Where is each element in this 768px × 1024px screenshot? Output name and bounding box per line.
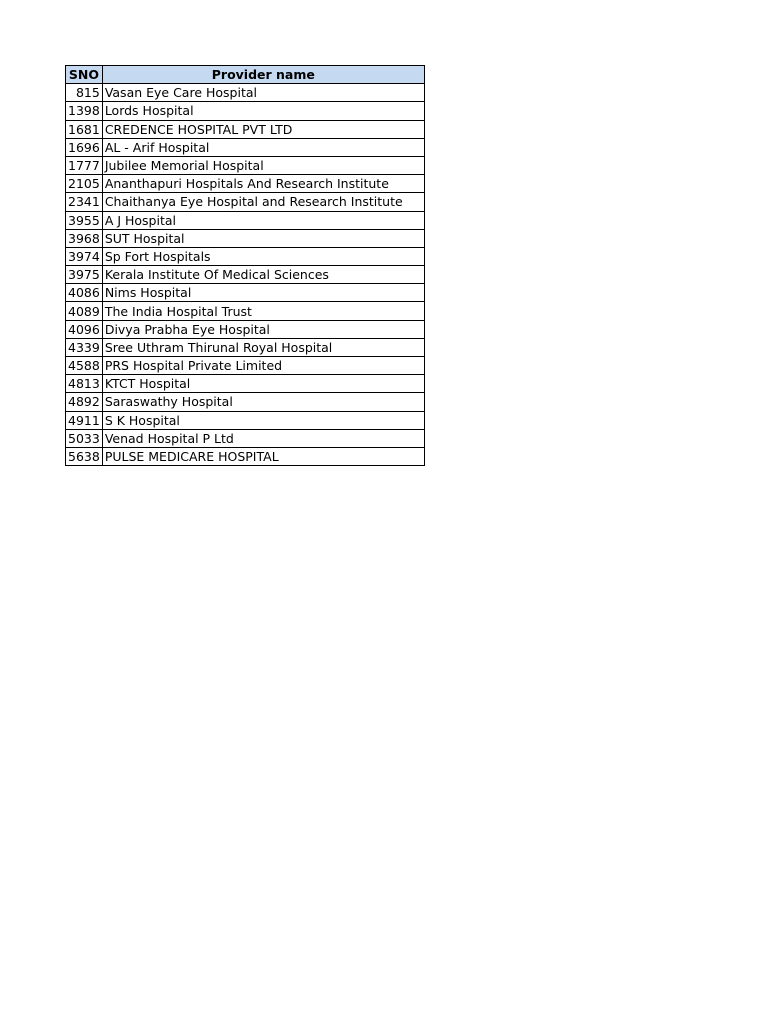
sno-cell: 4911: [66, 411, 103, 429]
sno-cell: 5638: [66, 447, 103, 465]
table-header: [66, 66, 425, 84]
table-body: [66, 84, 425, 466]
sno-cell: 1777: [66, 156, 103, 174]
sno-cell: 815: [66, 84, 103, 102]
table-row: [66, 247, 425, 265]
sno-cell: 2341: [66, 193, 103, 211]
table-row: [66, 193, 425, 211]
provider-name-cell: Vasan Eye Care Hospital: [102, 84, 424, 102]
sno-cell: 2105: [66, 175, 103, 193]
provider-name-column-header: Provider name: [102, 66, 424, 84]
table-row: [66, 357, 425, 375]
table-row: [66, 411, 425, 429]
provider-name-cell: Sp Fort Hospitals: [102, 247, 424, 265]
table-row: [66, 84, 425, 102]
provider-name-cell: Ananthapuri Hospitals And Research Institute: [102, 175, 424, 193]
provider-name-cell: AL - Arif Hospital: [102, 138, 424, 156]
table-row: [66, 266, 425, 284]
table-row: [66, 175, 425, 193]
provider-name-cell: Kerala Institute Of Medical Sciences: [102, 266, 424, 284]
provider-table: [65, 65, 425, 466]
provider-name-cell: Nims Hospital: [102, 284, 424, 302]
sno-cell: 4339: [66, 338, 103, 356]
table-row: [66, 393, 425, 411]
provider-name-cell: S K Hospital: [102, 411, 424, 429]
provider-name-cell: CREDENCE HOSPITAL PVT LTD: [102, 120, 424, 138]
sno-cell: 4588: [66, 357, 103, 375]
provider-name-cell: PULSE MEDICARE HOSPITAL: [102, 447, 424, 465]
provider-name-cell: Venad Hospital P Ltd: [102, 429, 424, 447]
table-row: [66, 375, 425, 393]
sno-cell: 3975: [66, 266, 103, 284]
table-row: [66, 447, 425, 465]
table-row: [66, 338, 425, 356]
sno-cell: 4086: [66, 284, 103, 302]
sno-column-header: SNO: [66, 66, 103, 84]
provider-name-cell: SUT Hospital: [102, 229, 424, 247]
table-row: [66, 320, 425, 338]
sno-cell: 3974: [66, 247, 103, 265]
sno-cell: 3955: [66, 211, 103, 229]
table-row: [66, 302, 425, 320]
provider-name-cell: Lords Hospital: [102, 102, 424, 120]
provider-name-cell: Saraswathy Hospital: [102, 393, 424, 411]
sno-cell: 1696: [66, 138, 103, 156]
sno-cell: 4813: [66, 375, 103, 393]
provider-name-cell: Divya Prabha Eye Hospital: [102, 320, 424, 338]
sno-cell: 3968: [66, 229, 103, 247]
table-row: [66, 284, 425, 302]
table-row: [66, 102, 425, 120]
table-row: [66, 138, 425, 156]
table-row: [66, 211, 425, 229]
provider-name-cell: PRS Hospital Private Limited: [102, 357, 424, 375]
provider-name-cell: The India Hospital Trust: [102, 302, 424, 320]
header-row: [66, 66, 425, 84]
provider-name-cell: Jubilee Memorial Hospital: [102, 156, 424, 174]
table-row: [66, 156, 425, 174]
provider-name-cell: Chaithanya Eye Hospital and Research Institute: [102, 193, 424, 211]
table-row: [66, 429, 425, 447]
table-row: [66, 120, 425, 138]
sno-cell: 1398: [66, 102, 103, 120]
sno-cell: 5033: [66, 429, 103, 447]
sno-cell: 4892: [66, 393, 103, 411]
sno-cell: 4096: [66, 320, 103, 338]
provider-name-cell: Sree Uthram Thirunal Royal Hospital: [102, 338, 424, 356]
provider-name-cell: KTCT Hospital: [102, 375, 424, 393]
provider-name-cell: A J Hospital: [102, 211, 424, 229]
sno-cell: 1681: [66, 120, 103, 138]
sno-cell: 4089: [66, 302, 103, 320]
table-row: [66, 229, 425, 247]
